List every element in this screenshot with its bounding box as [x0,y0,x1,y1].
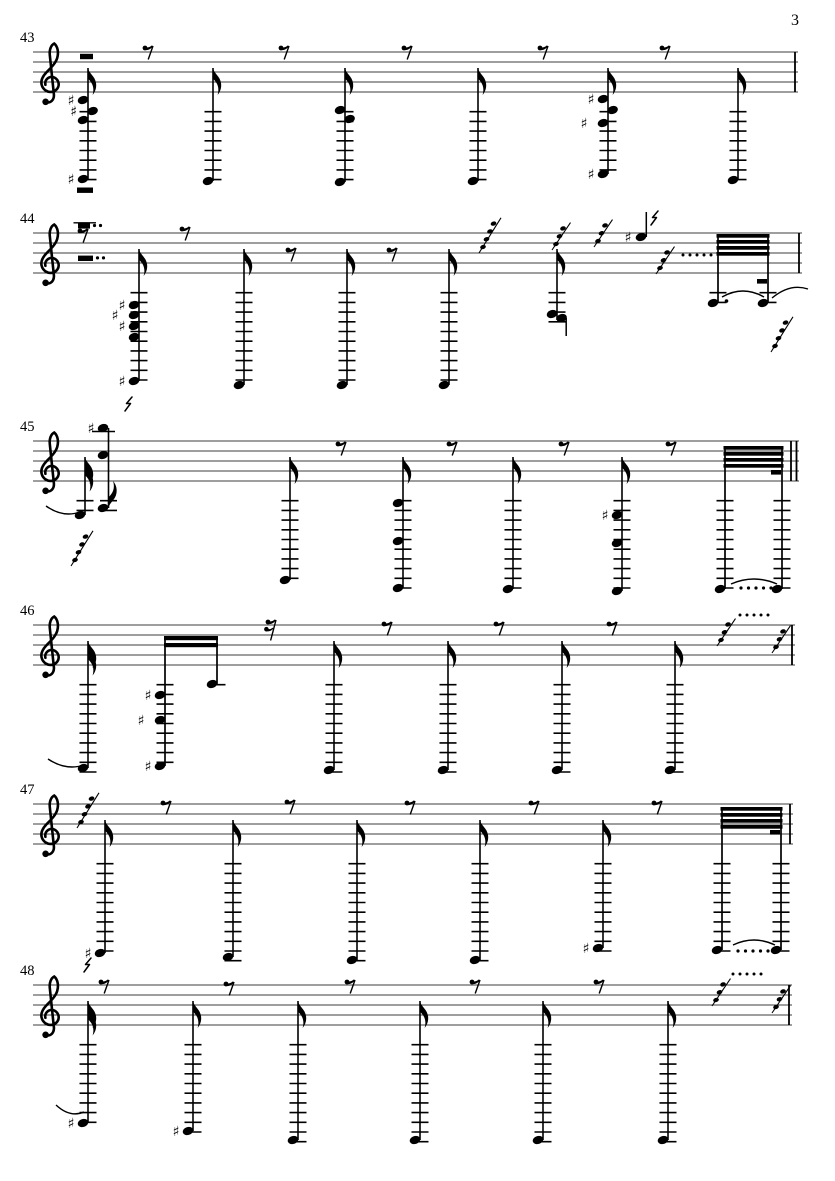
note-column [112,249,148,390]
grace-run [71,531,93,566]
trail-dot [769,586,772,589]
page-number: 3 [791,12,799,29]
grace-notehead [776,996,783,1002]
note-column [438,249,458,390]
eighth-rest-icon [666,441,676,455]
trail-dot [747,586,750,589]
rest-block [77,188,93,193]
note-column [532,1001,552,1145]
dot [99,224,102,227]
note-column [279,457,299,585]
sharp-accidental: ♯ [624,230,632,246]
dot [767,614,770,617]
beam-stub [757,279,767,284]
note-column [77,641,97,773]
measure-number: 46 [20,603,35,619]
eighth-rest-icon [336,441,346,455]
grace-notehead [79,542,86,548]
trail-dot [739,586,742,589]
grace-notehead [772,343,779,349]
beam [721,825,783,829]
sharp-accidental: ♯ [111,308,119,324]
beam [717,246,770,250]
tie [731,579,777,584]
note-column [233,249,253,390]
eighth-rest-icon [405,800,415,814]
grace-notehead [72,557,79,563]
note-column [222,820,242,962]
dot [746,973,749,976]
sharp-accidental: ♯ [118,319,126,335]
dot [739,973,742,976]
note-column [583,820,612,957]
note-column [85,820,114,962]
dot [760,614,763,617]
dot [102,256,105,259]
treble-clef-icon [41,433,58,495]
dot [732,973,735,976]
eighth-rest-icon [99,979,109,993]
treble-clef-icon [41,44,58,106]
treble-clef-icon [41,225,58,287]
sharp-accidental: ♯ [582,941,590,957]
grace-notehead [718,637,725,643]
tremolo-group [707,234,777,308]
rest-block [74,223,103,229]
sharp-accidental: ♯ [84,946,92,962]
beam [717,252,770,256]
grace-run [771,317,793,352]
dot [696,254,699,257]
dot [753,614,756,617]
notehead [97,503,110,514]
beam [724,446,784,450]
eighth-rest-icon [470,979,480,993]
measure-number: 44 [20,211,35,227]
squiggle-rest-icon [651,211,658,225]
beam [721,819,783,823]
sharp-accidental: ♯ [118,298,126,314]
sharp-accidental: ♯ [67,93,75,109]
note-column [409,1001,429,1145]
sharp-accidental: ♯ [580,116,588,132]
dot-trail [732,973,763,976]
note-column [437,641,457,775]
beam-stub [770,830,780,835]
note-column [657,1001,677,1145]
dot [760,973,763,976]
note-column [392,457,412,593]
note-column [334,68,356,187]
note-column [202,68,222,186]
trail-dot [762,586,765,589]
sharp-accidental: ♯ [144,759,152,775]
note-column [581,68,619,183]
grace-notehead [556,233,563,239]
grace-run [552,223,571,250]
eighth-rest-icon [529,800,539,814]
dot [703,254,706,257]
eighth-rest-icon [224,981,234,995]
measure-number: 45 [20,419,35,435]
note-column [727,68,747,185]
grace-run [712,979,731,1006]
note-column [469,820,489,965]
augmentation-dot [725,299,729,303]
tie [48,759,84,767]
flag [109,481,117,508]
grace-run [772,626,791,653]
eighth-rest-icon [78,228,88,242]
note-column [664,641,684,775]
treble-clef-icon [41,617,58,679]
trail-dot [759,949,762,952]
dot [739,614,742,617]
sharp-accidental: ♯ [587,92,595,108]
note-column [336,249,356,390]
note-column [467,68,487,186]
grace-notehead [657,265,664,271]
squiggle-rest-icon [125,397,132,411]
system [20,419,799,596]
system [20,603,795,775]
beam-group [138,636,226,775]
grace-notehead [776,636,783,642]
eighth-rest-icon [652,800,662,814]
sharp-accidental: ♯ [601,508,609,524]
grace-notehead [480,244,487,250]
eighth-rest-icon [161,800,171,814]
eighth-rest-icon [494,621,504,635]
note-column [346,820,366,965]
trail-dot [744,949,747,952]
dot [689,254,692,257]
grace-notehead [716,989,723,995]
dot [96,256,99,259]
sharp-accidental: ♯ [172,1124,180,1140]
small-note [625,212,648,246]
sharp-accidental: ♯ [137,713,145,729]
dot [93,224,96,227]
grace-notehead [713,997,720,1003]
treble-clef-icon [41,977,58,1039]
beam [717,234,770,238]
note-column [173,1001,202,1140]
dot-trail [739,614,770,617]
sixteenth-rest-icon [264,619,276,640]
dot [746,614,749,617]
grace-notehead [721,629,728,635]
measure-number: 48 [20,963,35,979]
dot-trail [682,254,713,257]
treble-clef-icon [41,796,58,858]
eighth-rest-icon [594,979,604,993]
grace-run [479,218,501,253]
sharp-accidental: ♯ [87,421,95,437]
sharp-accidental: ♯ [67,1116,75,1132]
note-column [74,457,94,520]
grace-notehead [553,241,560,247]
tie [733,940,775,945]
note-column [602,457,631,596]
measure-number: 47 [20,782,35,798]
eighth-rest-icon [382,621,392,635]
grace-run [717,619,736,646]
sharp-accidental: ♯ [70,104,77,120]
note-column [551,641,571,775]
tie [46,506,80,514]
sharp-accidental: ♯ [144,688,152,704]
trail-dot [754,586,757,589]
beam [724,464,784,468]
grace-notehead [660,257,667,263]
tremolo-group [714,446,791,594]
system [20,782,793,972]
grace-notehead [779,328,786,334]
eighth-rest-icon [607,621,617,635]
beam [721,807,783,811]
note-column [88,421,117,513]
eighth-rest-icon [447,441,457,455]
eighth-rest-icon [387,247,397,261]
eighth-rest-icon [285,799,295,813]
system [20,211,808,411]
system [20,963,792,1145]
trail-dot [751,949,754,952]
beam [724,458,784,462]
sharp-accidental: ♯ [67,172,75,188]
beam [717,240,770,244]
tremolo-group [711,807,790,955]
note-column [287,1001,307,1145]
beam [164,636,218,640]
eighth-rest-icon [559,441,569,455]
note-column [68,68,99,193]
sharp-accidental: ♯ [587,167,595,183]
grace-notehead [598,230,605,236]
dot [710,254,713,257]
measure-number: 43 [20,30,35,46]
eighth-rest-icon [345,979,355,993]
eighth-rest-icon [286,247,296,261]
beam [164,643,218,647]
note-column [502,457,522,594]
sharp-accidental: ♯ [118,374,126,390]
beam [721,813,783,817]
note-column [546,249,568,336]
trail-dot [766,949,769,952]
note-column [323,641,343,775]
grace-run [772,986,791,1013]
grace-run [656,247,675,274]
beam-stub [771,470,781,475]
system [20,30,798,193]
beam [724,452,784,456]
grace-run [77,793,99,828]
dot [753,973,756,976]
tie [722,291,764,297]
rest-block [78,256,105,261]
rest-block [80,54,93,59]
trail-dot [736,949,739,952]
dot [682,254,685,257]
tie [772,287,808,298]
